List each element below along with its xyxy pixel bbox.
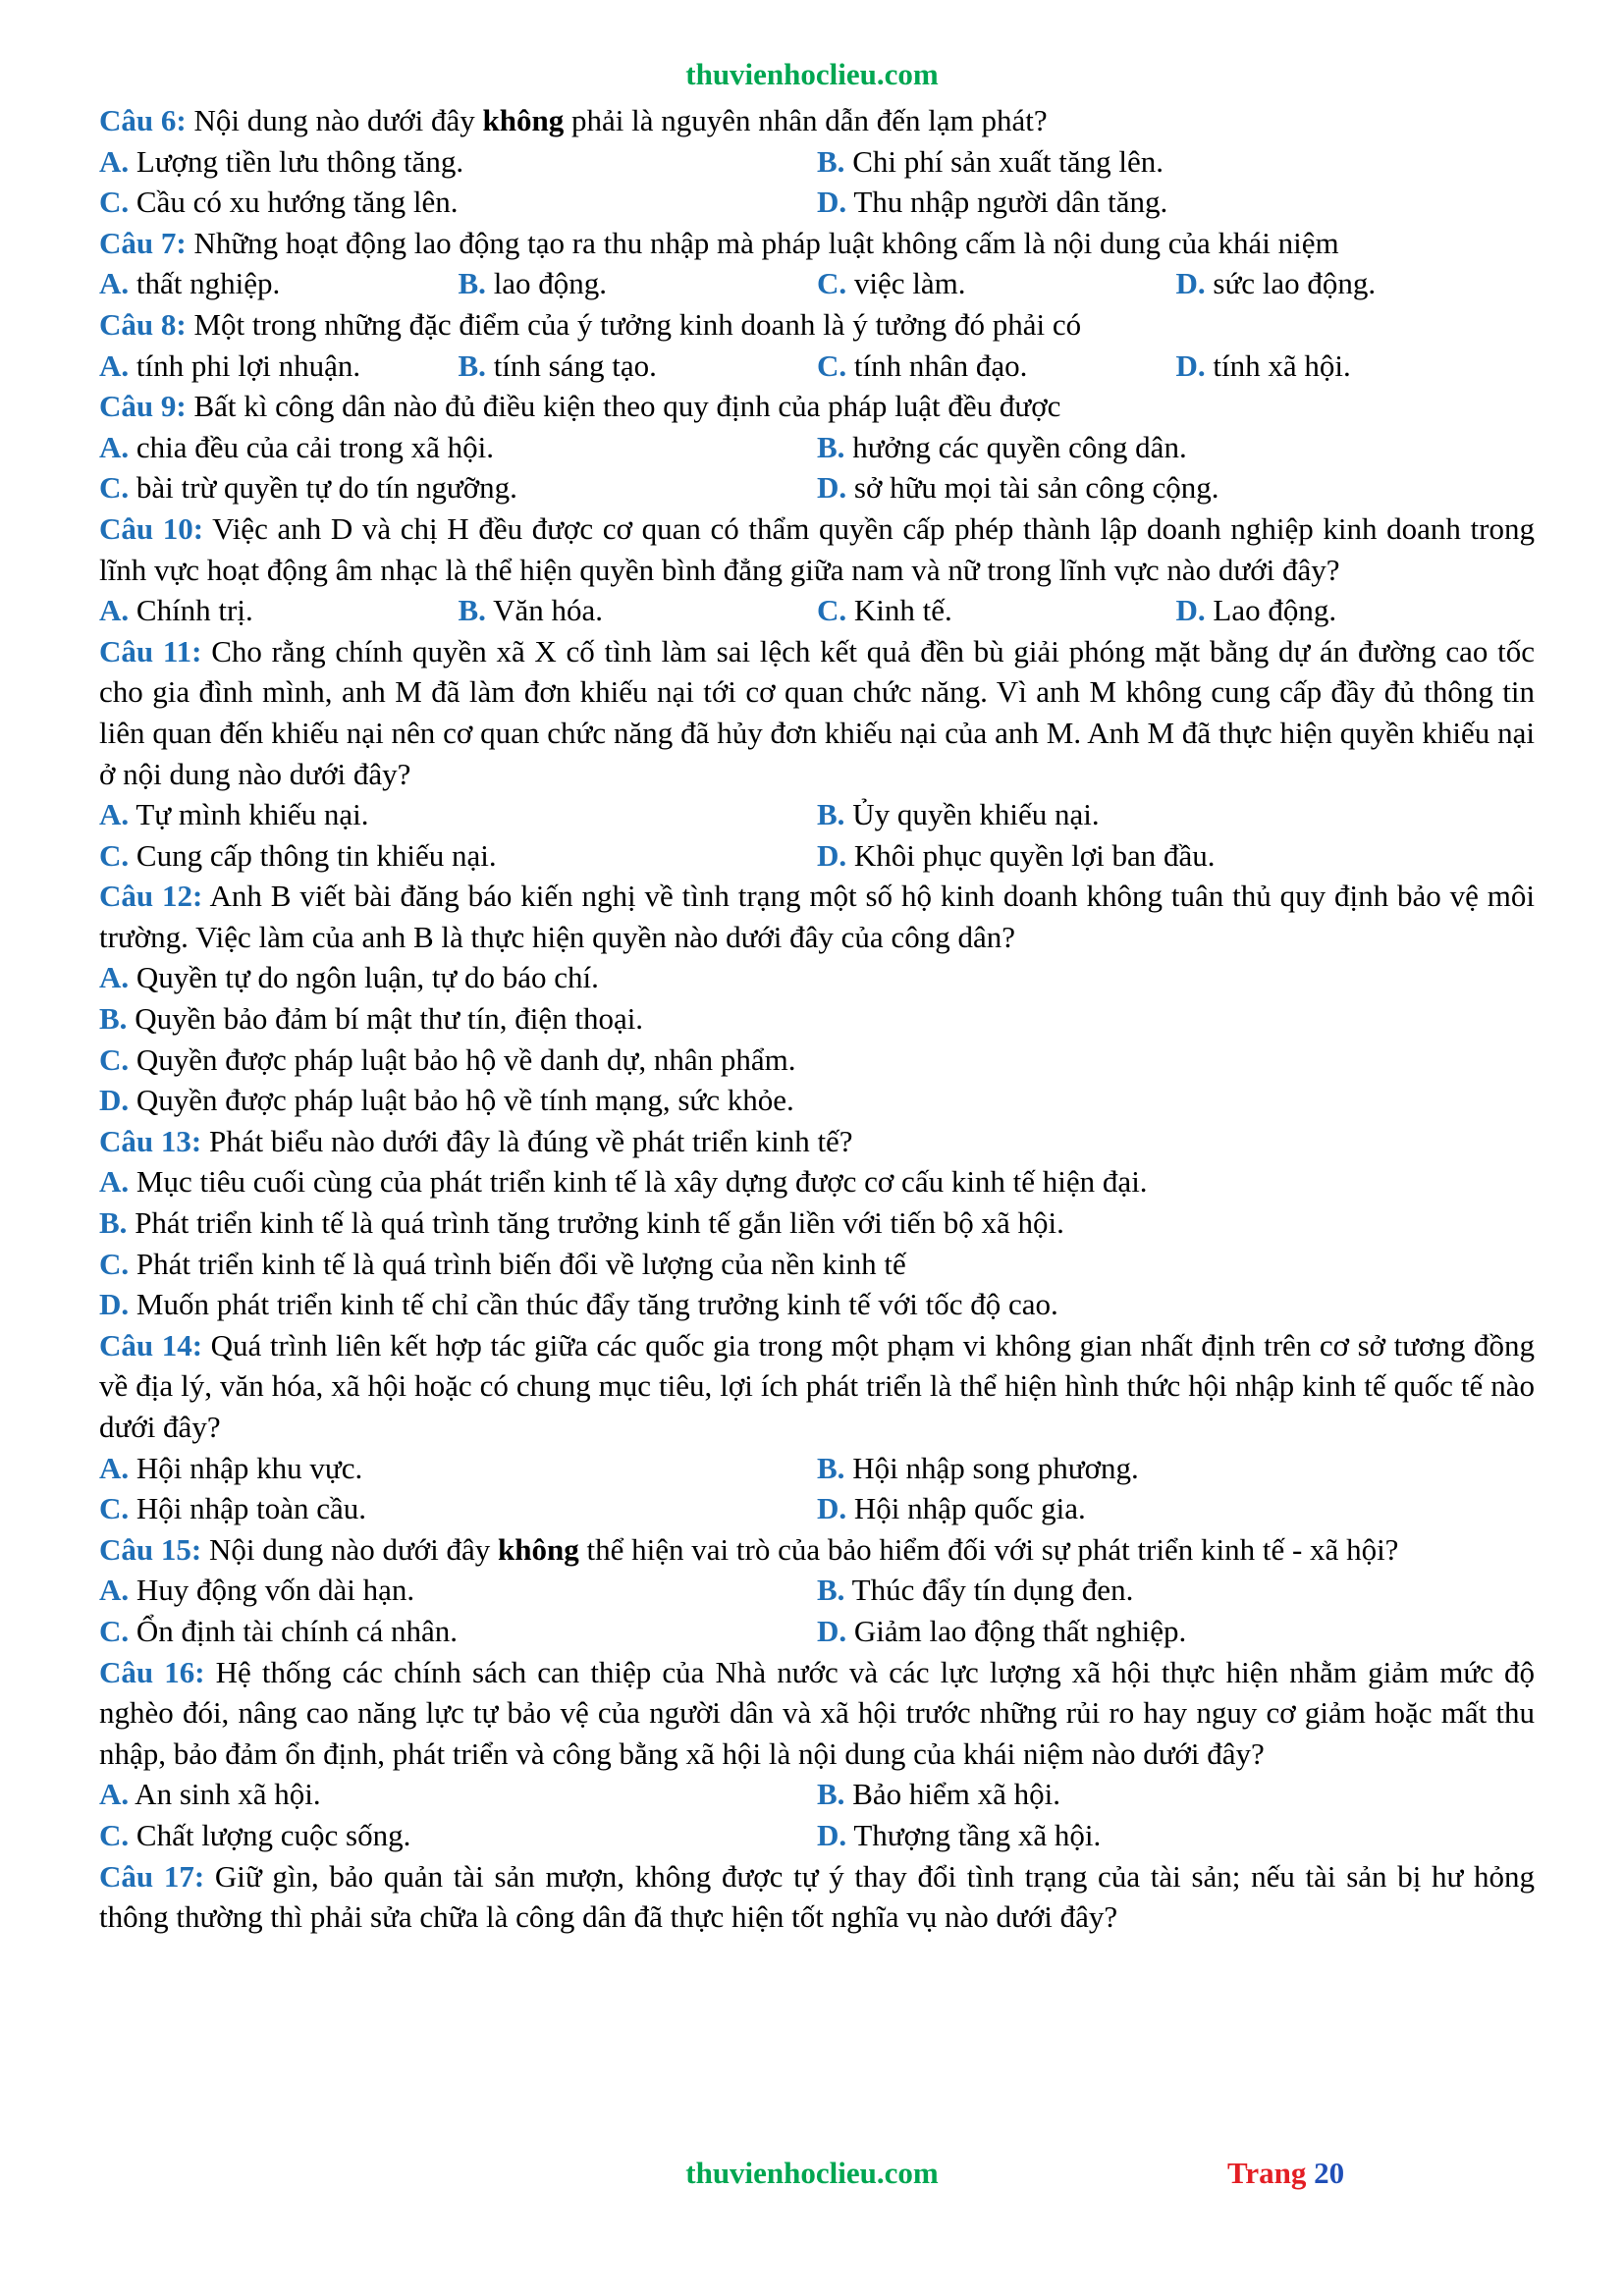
- option-letter: D.: [99, 1287, 130, 1322]
- option-letter: C.: [99, 185, 130, 220]
- question-stem: [99, 386, 1535, 427]
- question-text: thể hiện vai trò của bảo hiểm đối với sự phát triển kinh tế - xã hội?: [578, 1531, 1399, 1567]
- option-text: sức lao động.: [1205, 266, 1377, 301]
- question-text: Anh B viết bài đăng báo kiến nghị về tình trạng một số hộ kinh doanh không tuân thủ quy định bảo vệ môi trường. Việc làm của anh B là thực hiện quyền nào dưới đây của công dân?: [99, 879, 1536, 954]
- answer-option: [99, 1161, 1535, 1202]
- option-text: Bảo hiểm xã hội.: [844, 1777, 1060, 1812]
- answer-option: [1176, 263, 1536, 304]
- answer-option: [99, 1202, 1535, 1244]
- option-text: tính sáng tạo.: [485, 347, 657, 383]
- options-row: [99, 427, 1535, 468]
- answer-option: [817, 263, 1176, 304]
- option-text: Phát triển kinh tế là quá trình biến đổi về lượng của nền kinh tế: [129, 1246, 906, 1281]
- answer-option: [817, 346, 1176, 387]
- options-row: [99, 998, 1535, 1040]
- question-text: Cho rằng chính quyền xã X cố tình làm sai lệch kết quả đền bù giải phóng mặt bằng dự án đường cao tốc cho gia đình mình, anh M đã làm đơn khiếu nại tới cơ quan chức năng. Vì anh M không cung cấp đầy đủ thông tin liên quan đến khiếu nại nên cơ quan chức năng đã hủy đơn khiếu nại của anh M. Anh M đã thực hiện quyền khiếu nại ở nội dung nào dưới đây?: [99, 633, 1536, 791]
- options-row: [99, 1284, 1535, 1325]
- question-text: Nội dung nào dưới đây: [208, 1531, 499, 1567]
- question-number: Câu 16:: [99, 1654, 205, 1689]
- question-text: Việc anh D và chị H đều được cơ quan có thẩm quyền cấp phép thành lập doanh nghiệp kinh doanh trong lĩnh vực hoạt động âm nhạc là thể hiện quyền bình đẳng giữa nam và nữ trong lĩnh vực nào dưới đây?: [99, 510, 1535, 587]
- option-letter: D.: [1175, 593, 1206, 628]
- question-stem: [99, 1652, 1535, 1775]
- answer-option: [99, 1244, 1535, 1285]
- option-text: Chính trị.: [129, 593, 253, 628]
- option-letter: C.: [99, 1041, 130, 1077]
- option-text: Quyền được pháp luật bảo hộ về danh dự, nhân phẩm.: [129, 1041, 796, 1077]
- option-letter: D.: [817, 837, 847, 873]
- option-text: Quyền được pháp luật bảo hộ về tính mạng, sức khỏe.: [129, 1083, 794, 1118]
- option-text: việc làm.: [846, 266, 966, 301]
- option-text: Khôi phục quyền lợi ban đầu.: [846, 837, 1216, 873]
- options-row: [99, 1774, 1535, 1815]
- answer-option: [99, 427, 817, 468]
- answer-option: [817, 794, 1535, 835]
- question-number: Câu 9:: [99, 389, 187, 424]
- option-letter: B.: [817, 1777, 845, 1812]
- options-row: [99, 1611, 1535, 1652]
- option-letter: B.: [458, 593, 486, 628]
- option-letter: A.: [99, 960, 130, 995]
- option-text: Quyền tự do ngôn luận, tự do báo chí.: [129, 960, 599, 995]
- options-row: [99, 1570, 1535, 1611]
- option-letter: D.: [817, 185, 847, 220]
- option-letter: D.: [817, 470, 847, 506]
- option-text: Lao động.: [1205, 593, 1337, 628]
- question-text: Bất kì công dân nào đủ điều kiện theo quy định của pháp luật đều được: [193, 389, 1061, 424]
- option-letter: C.: [99, 1246, 130, 1281]
- answer-option: [99, 1448, 817, 1489]
- option-letter: C.: [817, 266, 847, 301]
- answer-option: [817, 427, 1535, 468]
- question-stem: [99, 1325, 1535, 1448]
- option-text: Chất lượng cuộc sống.: [129, 1817, 411, 1852]
- option-letter: B.: [99, 1205, 128, 1241]
- option-text: Mục tiêu cuối cùng của phát triển kinh tế là xây dựng được cơ cấu kinh tế hiện đại.: [129, 1164, 1148, 1200]
- option-letter: D.: [1175, 266, 1206, 301]
- question-text: Một trong những đặc điểm của ý tưởng kinh doanh là ý tưởng đó phải có: [193, 306, 1082, 342]
- question-stem: [99, 508, 1535, 590]
- option-text: Hội nhập quốc gia.: [846, 1491, 1086, 1526]
- options-row: [99, 263, 1535, 304]
- question-number: Câu 12:: [99, 879, 203, 914]
- options-row: [99, 1080, 1535, 1121]
- answer-option: [817, 467, 1535, 508]
- answer-option: [99, 1611, 817, 1652]
- option-text: Tự mình khiếu nại.: [129, 797, 369, 832]
- question-number: Câu 6:: [99, 103, 187, 137]
- option-text: sở hữu mọi tài sản công cộng.: [846, 470, 1219, 506]
- option-text: Lượng tiền lưu thông tăng.: [129, 143, 464, 179]
- question-stem: [99, 1121, 1535, 1162]
- option-text: Quyền bảo đảm bí mật thư tín, điện thoại.: [127, 1001, 644, 1037]
- answer-option: [99, 1815, 817, 1856]
- answer-option: [99, 998, 1535, 1040]
- options-row: [99, 141, 1535, 183]
- option-text: Phát triển kinh tế là quá trình tăng trưởng kinh tế gắn liền với tiến bộ xã hội.: [127, 1205, 1064, 1241]
- answer-option: [99, 1080, 1535, 1121]
- question-number: Câu 11:: [99, 633, 202, 668]
- answer-option: [817, 590, 1176, 631]
- option-text: Giảm lao động thất nghiệp.: [846, 1613, 1187, 1648]
- option-text: Thượng tầng xã hội.: [846, 1817, 1102, 1852]
- options-row: [99, 1202, 1535, 1244]
- option-letter: C.: [99, 1491, 130, 1526]
- answer-option: [99, 590, 459, 631]
- option-letter: A.: [99, 1164, 130, 1200]
- option-text: hưởng các quyền công dân.: [844, 429, 1187, 464]
- answer-option: [99, 1040, 1535, 1081]
- option-text: bài trừ quyền tự do tín ngưỡng.: [129, 470, 517, 506]
- answer-option: [817, 182, 1535, 223]
- answer-option: [99, 182, 817, 223]
- option-text: Thúc đẩy tín dụng đen.: [844, 1573, 1134, 1608]
- option-text: Cầu có xu hướng tăng lên.: [129, 185, 459, 220]
- option-text: Hội nhập khu vực.: [129, 1450, 363, 1485]
- answer-option: [1176, 590, 1536, 631]
- emphasis-word: không: [498, 1531, 579, 1567]
- answer-option: [99, 263, 459, 304]
- option-text: Hội nhập song phương.: [844, 1450, 1139, 1485]
- option-letter: C.: [99, 837, 130, 873]
- answer-option: [1176, 346, 1536, 387]
- footer-site-name: thuvienhoclieu.com: [685, 2156, 939, 2190]
- answer-option: [459, 590, 818, 631]
- option-text: Ủy quyền khiếu nại.: [844, 797, 1100, 832]
- option-letter: D.: [817, 1817, 847, 1852]
- option-text: Muốn phát triển kinh tế chỉ cần thúc đẩy tăng trưởng kinh tế với tốc độ cao.: [129, 1287, 1058, 1322]
- question-text: Hệ thống các chính sách can thiệp của Nhà nước và các lực lượng xã hội thực hiện nhằm giảm mức độ nghèo đói, nâng cao năng lực tự bảo vệ của người dân và xã hội trước những rủi ro hay nguy cơ giảm hoặc mất thu nhập, bảo đảm ổn định, phát triển và công bằng xã hội là nội dung của khái niệm nào dưới đây?: [99, 1654, 1535, 1771]
- answer-option: [99, 1774, 817, 1815]
- question-number: Câu 14:: [99, 1327, 203, 1362]
- answer-option: [99, 1488, 817, 1529]
- answer-option: [817, 1488, 1535, 1529]
- option-letter: C.: [99, 470, 130, 506]
- question-text: Nội dung nào dưới đây: [193, 103, 483, 137]
- option-text: Thu nhập người dân tăng.: [846, 185, 1168, 220]
- answer-option: [817, 141, 1535, 183]
- question-stem: [99, 876, 1535, 957]
- option-letter: B.: [817, 1450, 845, 1485]
- answer-option: [99, 957, 1535, 998]
- option-text: An sinh xã hội.: [129, 1777, 321, 1812]
- options-row: [99, 1161, 1535, 1202]
- page-number-value: 20: [1314, 2156, 1345, 2190]
- option-letter: B.: [458, 347, 486, 383]
- option-text: Cung cấp thông tin khiếu nại.: [129, 837, 497, 873]
- options-row: [99, 182, 1535, 223]
- answer-option: [459, 263, 818, 304]
- options-row: [99, 1448, 1535, 1489]
- option-text: lao động.: [485, 266, 608, 301]
- options-row: [99, 794, 1535, 835]
- option-text: Huy động vốn dài hạn.: [129, 1573, 415, 1608]
- option-text: thất nghiệp.: [129, 266, 281, 301]
- question-number: Câu 10:: [99, 510, 204, 546]
- option-letter: D.: [817, 1491, 847, 1526]
- option-letter: C.: [99, 1817, 130, 1852]
- option-text: tính phi lợi nhuận.: [129, 347, 361, 383]
- answer-option: [817, 1570, 1535, 1611]
- option-text: tính xã hội.: [1205, 347, 1351, 383]
- question-stem: [99, 1529, 1535, 1571]
- answer-option: [99, 794, 817, 835]
- option-letter: A.: [99, 1450, 130, 1485]
- options-row: [99, 590, 1535, 631]
- option-letter: C.: [817, 593, 847, 628]
- page-label: Trang: [1227, 2156, 1307, 2190]
- option-text: Ổn định tài chính cá nhân.: [129, 1613, 459, 1648]
- option-letter: A.: [99, 593, 130, 628]
- options-row: [99, 957, 1535, 998]
- question-text: Quá trình liên kết hợp tác giữa các quốc gia trong một phạm vi không gian nhất định trên cơ sở tương đồng về địa lý, văn hóa, xã hội hoặc có chung mục tiêu, lợi ích phát triển là thể hiện hình thức hội nhập kinh tế quốc tế nào dưới đây?: [99, 1327, 1536, 1444]
- answer-option: [817, 1611, 1535, 1652]
- option-letter: B.: [817, 1573, 845, 1608]
- option-text: chia đều của cải trong xã hội.: [129, 429, 494, 464]
- option-letter: A.: [99, 1573, 130, 1608]
- option-letter: D.: [817, 1613, 847, 1648]
- answer-option: [817, 835, 1535, 877]
- option-letter: B.: [817, 429, 845, 464]
- option-text: Văn hóa.: [485, 593, 604, 628]
- option-text: tính nhân đạo.: [846, 347, 1028, 383]
- answer-option: [99, 835, 817, 877]
- page-number: [1227, 2156, 1344, 2191]
- question-number: Câu 15:: [99, 1531, 202, 1567]
- question-text: phải là nguyên nhân dẫn đến lạm phát?: [564, 103, 1048, 137]
- question-stem: [99, 304, 1535, 346]
- options-row: [99, 467, 1535, 508]
- question-stem: [99, 1856, 1535, 1938]
- header-site-name: thuvienhoclieu.com: [685, 57, 939, 91]
- option-letter: A.: [99, 347, 130, 383]
- option-letter: B.: [817, 797, 845, 832]
- answer-option: [99, 1284, 1535, 1325]
- answer-option: [99, 346, 459, 387]
- option-letter: A.: [99, 429, 130, 464]
- option-letter: A.: [99, 797, 130, 832]
- options-row: [99, 346, 1535, 387]
- question-number: Câu 8:: [99, 306, 187, 342]
- option-letter: C.: [99, 1613, 130, 1648]
- option-letter: D.: [99, 1083, 130, 1118]
- answer-option: [817, 1774, 1535, 1815]
- option-letter: A.: [99, 143, 130, 179]
- options-row: [99, 1244, 1535, 1285]
- question-stem: [99, 223, 1535, 264]
- answer-option: [817, 1815, 1535, 1856]
- answer-option: [99, 1570, 817, 1611]
- option-text: Kinh tế.: [846, 593, 952, 628]
- options-row: [99, 1488, 1535, 1529]
- question-text: Những hoạt động lao động tạo ra thu nhập mà pháp luật không cấm là nội dung của khái niệm: [193, 225, 1339, 260]
- answer-option: [99, 141, 817, 183]
- option-letter: A.: [99, 1777, 130, 1812]
- option-letter: D.: [1175, 347, 1206, 383]
- options-row: [99, 1815, 1535, 1856]
- option-letter: A.: [99, 266, 130, 301]
- answer-option: [99, 467, 817, 508]
- options-row: [99, 835, 1535, 877]
- options-row: [99, 1040, 1535, 1081]
- answer-option: [459, 346, 818, 387]
- question-stem: [99, 100, 1535, 141]
- question-number: Câu 7:: [99, 225, 187, 260]
- option-text: Hội nhập toàn cầu.: [129, 1491, 367, 1526]
- option-letter: B.: [458, 266, 486, 301]
- option-letter: B.: [817, 143, 845, 179]
- option-letter: C.: [817, 347, 847, 383]
- emphasis-word: không: [482, 103, 565, 137]
- answer-option: [817, 1448, 1535, 1489]
- question-text: Phát biểu nào dưới đây là đúng về phát triển kinh tế?: [208, 1123, 853, 1158]
- question-number: Câu 13:: [99, 1123, 202, 1158]
- question-stem: [99, 631, 1535, 794]
- question-number: Câu 17:: [99, 1858, 205, 1894]
- question-list: [99, 100, 1535, 1938]
- option-letter: B.: [99, 1001, 128, 1037]
- question-text: Giữ gìn, bảo quản tài sản mượn, không được tự ý thay đổi tình trạng của tài sản; nếu tài sản bị hư hỏng thông thường thì phải sửa chữa là công dân đã thực hiện tốt nghĩa vụ nào dưới đây?: [99, 1858, 1536, 1935]
- option-text: Chi phí sản xuất tăng lên.: [844, 143, 1164, 179]
